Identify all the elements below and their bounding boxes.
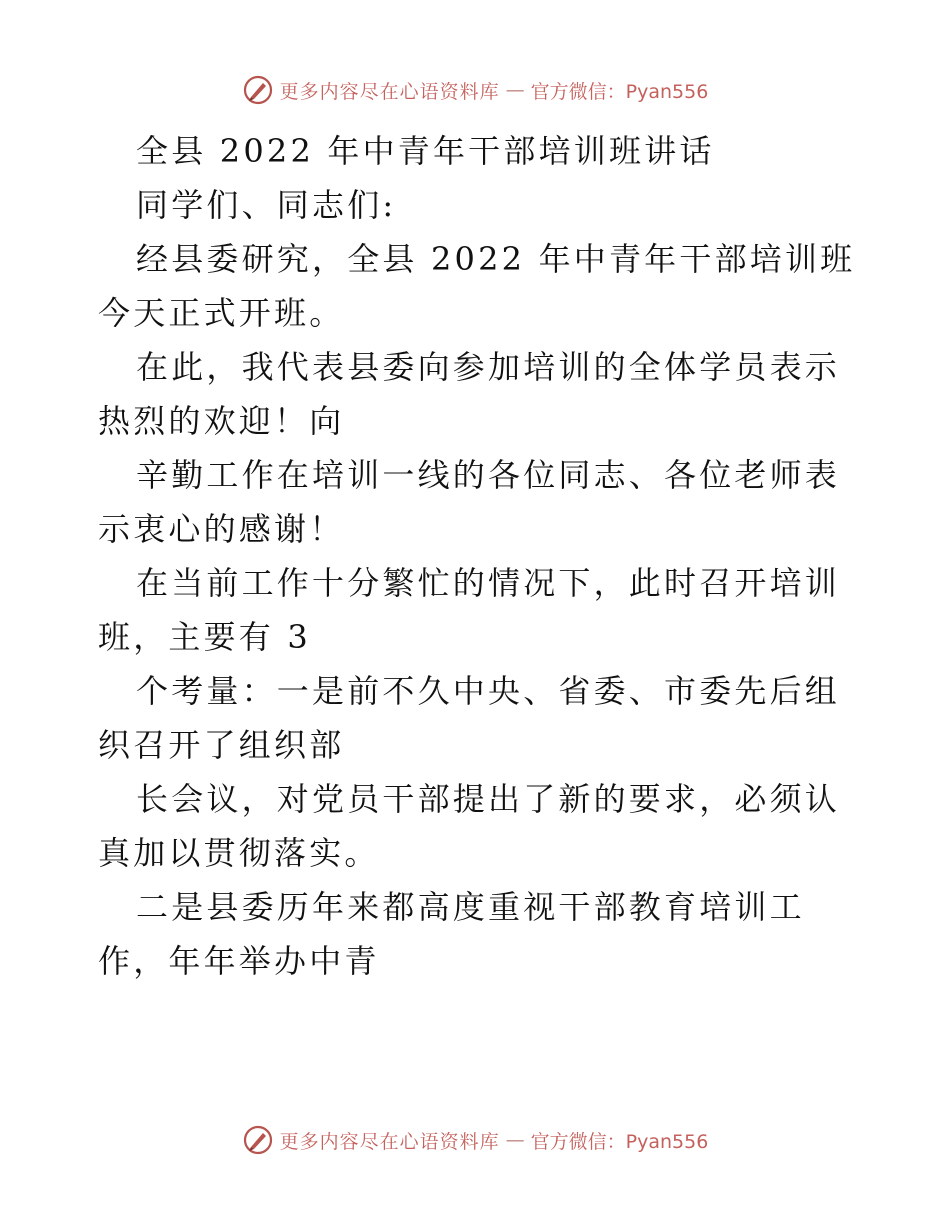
- paragraph: 在当前工作十分繁忙的情况下，此时召开培训班，主要有 3: [98, 564, 841, 656]
- paragraph: 辛勤工作在培训一线的各位同志、各位老师表示衷心的感谢！: [98, 456, 841, 548]
- document-body: [98, 124, 858, 988]
- paragraph: 个考量：一是前不久中央、省委、市委先后组织召开了组织部: [98, 672, 841, 764]
- watermark-brand: 更多内容尽在心语资料库: [279, 80, 500, 103]
- pen-in-circle-logo-icon: [242, 1124, 274, 1156]
- paragraph: 长会议，对党员干部提出了新的要求，必须认真加以贯彻落实。: [98, 780, 841, 872]
- paragraph: 经县委研究，全县 2022 年中青年干部培训班今天正式开班。: [98, 240, 856, 332]
- paragraph: 在此，我代表县委向参加培训的全体学员表示热烈的欢迎！向: [98, 348, 841, 440]
- watermark-brand: 更多内容尽在心语资料库: [279, 1130, 500, 1153]
- document-title: 全县 2022 年中青年干部培训班讲话: [136, 132, 715, 170]
- watermark-wechat: 官方微信：Pyan556: [530, 80, 709, 103]
- paragraph: 同学们、同志们:: [136, 186, 397, 224]
- header-watermark: [0, 74, 950, 106]
- footer-watermark: [0, 1124, 950, 1156]
- watermark-separator: —: [505, 1129, 525, 1151]
- pen-in-circle-logo-icon: [242, 74, 274, 106]
- watermark-wechat: 官方微信：Pyan556: [530, 1130, 709, 1153]
- watermark-separator: —: [505, 79, 525, 101]
- paragraph: 二是县委历年来都高度重视干部教育培训工作，年年举办中青: [98, 888, 805, 980]
